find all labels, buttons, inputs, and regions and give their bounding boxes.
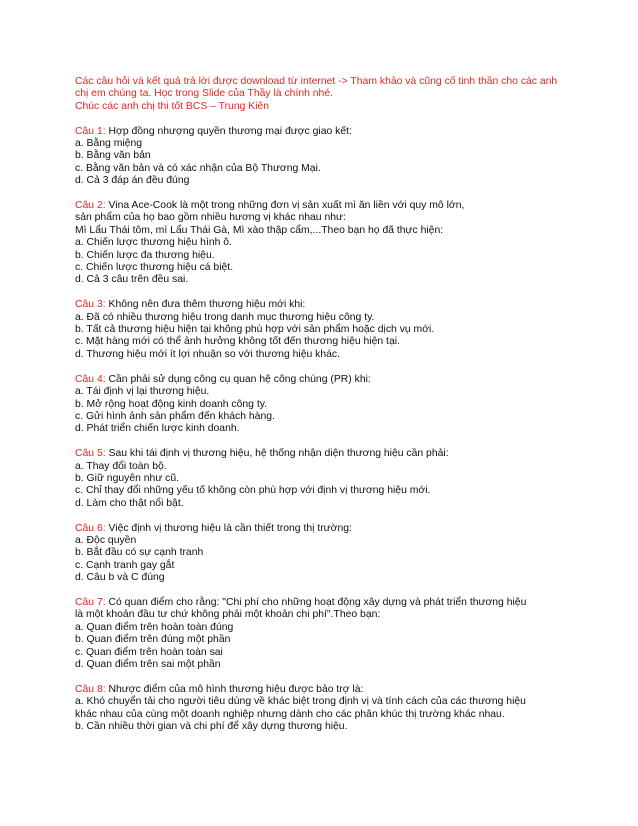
answer-option: a. Bằng miệng — [75, 138, 143, 150]
answer-option: c. Gửi hình ảnh sản phẩm đến khách hàng. — [75, 410, 275, 422]
answer-option: b. Giữ nguyên như cũ. — [75, 472, 180, 484]
question-2 — [75, 200, 605, 287]
question-text-line — [75, 212, 605, 224]
answer-option: c. Quan điểm trên hoàn toàn sai — [75, 646, 223, 658]
question-text: Mì Lẩu Thái tôm, mì Lẩu Thái Gà, Mì xào thập cẩm,...Theo bạn họ đã thực hiện: — [75, 224, 444, 236]
question-text-line — [75, 523, 605, 535]
question-5 — [75, 448, 605, 510]
question-text: là một khoản đầu tư chứ không phải một khoản chi phí".Theo bạn: — [75, 609, 381, 621]
question-text-line — [75, 299, 605, 311]
question-label: Câu 1: — [75, 125, 106, 137]
answer-option: a. Thay đổi toàn bộ. — [75, 460, 167, 472]
answer-option: d. Quan điểm trên sai một phần — [75, 658, 221, 670]
answer-option: c. Cạnh tranh gay gắt — [75, 559, 175, 571]
question-text: Cần phải sử dụng công cụ quan hệ công chúng (PR) khi: — [108, 373, 371, 385]
question-text: Hợp đồng nhượng quyền thương mại được giao kết: — [108, 125, 352, 137]
question-text-line — [75, 126, 605, 138]
answer-option: b. Cần nhiều thời gian và chi phí để xây dựng thương hiệu. — [75, 721, 348, 732]
question-text-line — [75, 684, 605, 696]
question-label: Câu 6: — [75, 522, 106, 534]
answer-option: c. Chiến lược thương hiệu cá biệt. — [75, 262, 234, 274]
question-text: Có quan điểm cho rằng: "Chi phí cho những hoạt động xây dựng và phát triển thương hiệu — [108, 596, 527, 608]
question-label: Câu 4: — [75, 373, 106, 385]
question-label: Câu 8: — [75, 683, 106, 695]
document-page — [75, 76, 605, 746]
answer-option: b. Mở rộng hoạt động kinh doanh công ty. — [75, 398, 268, 410]
answer-option: a. Tái định vị lại thương hiệu. — [75, 386, 210, 398]
question-text: Nhược điểm của mô hình thương hiệu được bảo trợ là: — [108, 683, 364, 695]
answer-option: c. Chỉ thay đổi những yếu tố không còn phù hợp với định vị thương hiệu mới. — [75, 485, 431, 497]
question-text: sản phẩm của họ bao gồm nhiều hương vị khác nhau như: — [75, 212, 346, 224]
answer-option: b. Chiến lược đa thương hiệu. — [75, 249, 215, 261]
answer-option: a. Chiến lược thương hiệu hình ô. — [75, 237, 232, 249]
answer-option: d. Cả 3 câu trên đều sai. — [75, 274, 189, 286]
answer-option: d. Cả 3 đáp án đều đúng — [75, 175, 190, 187]
question-7 — [75, 597, 605, 671]
answer-option: d. Thương hiệu mới ít lợi nhuận so với thương hiệu khác. — [75, 348, 340, 360]
answer-option: d. Phát triển chiến lược kinh doanh. — [75, 423, 240, 435]
answer-option: b. Bắt đầu có sự cạnh tranh — [75, 547, 204, 559]
answer-option: a. Khó chuyển tải cho người tiêu dùng về khác biệt trong định vị và tính cách của các thương hiệu — [75, 696, 526, 708]
intro-line: Các câu hỏi và kết quả trả lời được download từ internet -> Tham khảo và cũng cố tinh thần cho các anh — [75, 76, 558, 87]
question-label: Câu 2: — [75, 200, 106, 212]
answer-option: d. Câu b và C đúng — [75, 572, 165, 584]
question-text-line — [75, 225, 605, 237]
answer-option: b. Quan điểm trên đúng một phần — [75, 634, 231, 646]
question-text: Sau khi tái định vị thương hiệu, hệ thống nhận diện thương hiệu cần phải: — [108, 448, 449, 460]
answer-option: a. Độc quyền — [75, 534, 137, 546]
question-text-line — [75, 448, 605, 460]
question-3 — [75, 299, 605, 361]
answer-option: b. Tất cả thương hiệu hiện tại không phù hợp với sản phẩm hoặc dịch vụ mới. — [75, 324, 435, 336]
question-text: Việc định vị thương hiệu là cần thiết trong thị trường: — [108, 522, 352, 534]
question-8 — [75, 684, 605, 734]
intro-note — [75, 76, 605, 113]
question-label: Câu 5: — [75, 448, 106, 460]
question-list — [75, 126, 605, 734]
question-4 — [75, 374, 605, 436]
answer-option: c. Bằng văn bản và có xác nhận của Bộ Thương Mại. — [75, 162, 321, 174]
answer-option: c. Mặt hàng mới có thể ảnh hưởng không tốt đến thương hiệu hiện tại. — [75, 336, 400, 348]
answer-option: b. Bằng văn bản — [75, 150, 151, 162]
question-text-line — [75, 374, 605, 386]
answer-option: d. Làm cho thật nổi bật. — [75, 497, 184, 509]
answer-option: khác nhau của cùng một doanh nghiệp nhưng dành cho các phân khúc thị trường khác nhau. — [75, 708, 505, 720]
question-label: Câu 7: — [75, 596, 106, 608]
question-1 — [75, 126, 605, 188]
question-text: Vina Ace-Cook là một trong những đơn vị sản xuất mì ăn liền với quy mô lớn, — [108, 200, 465, 212]
question-text-line — [75, 200, 605, 212]
question-text-line — [75, 609, 605, 621]
question-6 — [75, 523, 605, 585]
intro-line: Chúc các anh chị thi tốt BCS – Trung Kiên — [75, 100, 270, 112]
intro-line: chị em chúng ta. Học trong Slide của Thầy là chính nhé. — [75, 88, 333, 100]
question-text: Không nên đưa thêm thương hiệu mới khi: — [108, 299, 306, 311]
question-label: Câu 3: — [75, 299, 106, 311]
answer-option: a. Quan điểm trên hoàn toàn đúng — [75, 621, 234, 633]
answer-option: a. Đã có nhiều thương hiệu trong danh mục thương hiệu công ty. — [75, 311, 375, 323]
question-text-line — [75, 597, 605, 609]
